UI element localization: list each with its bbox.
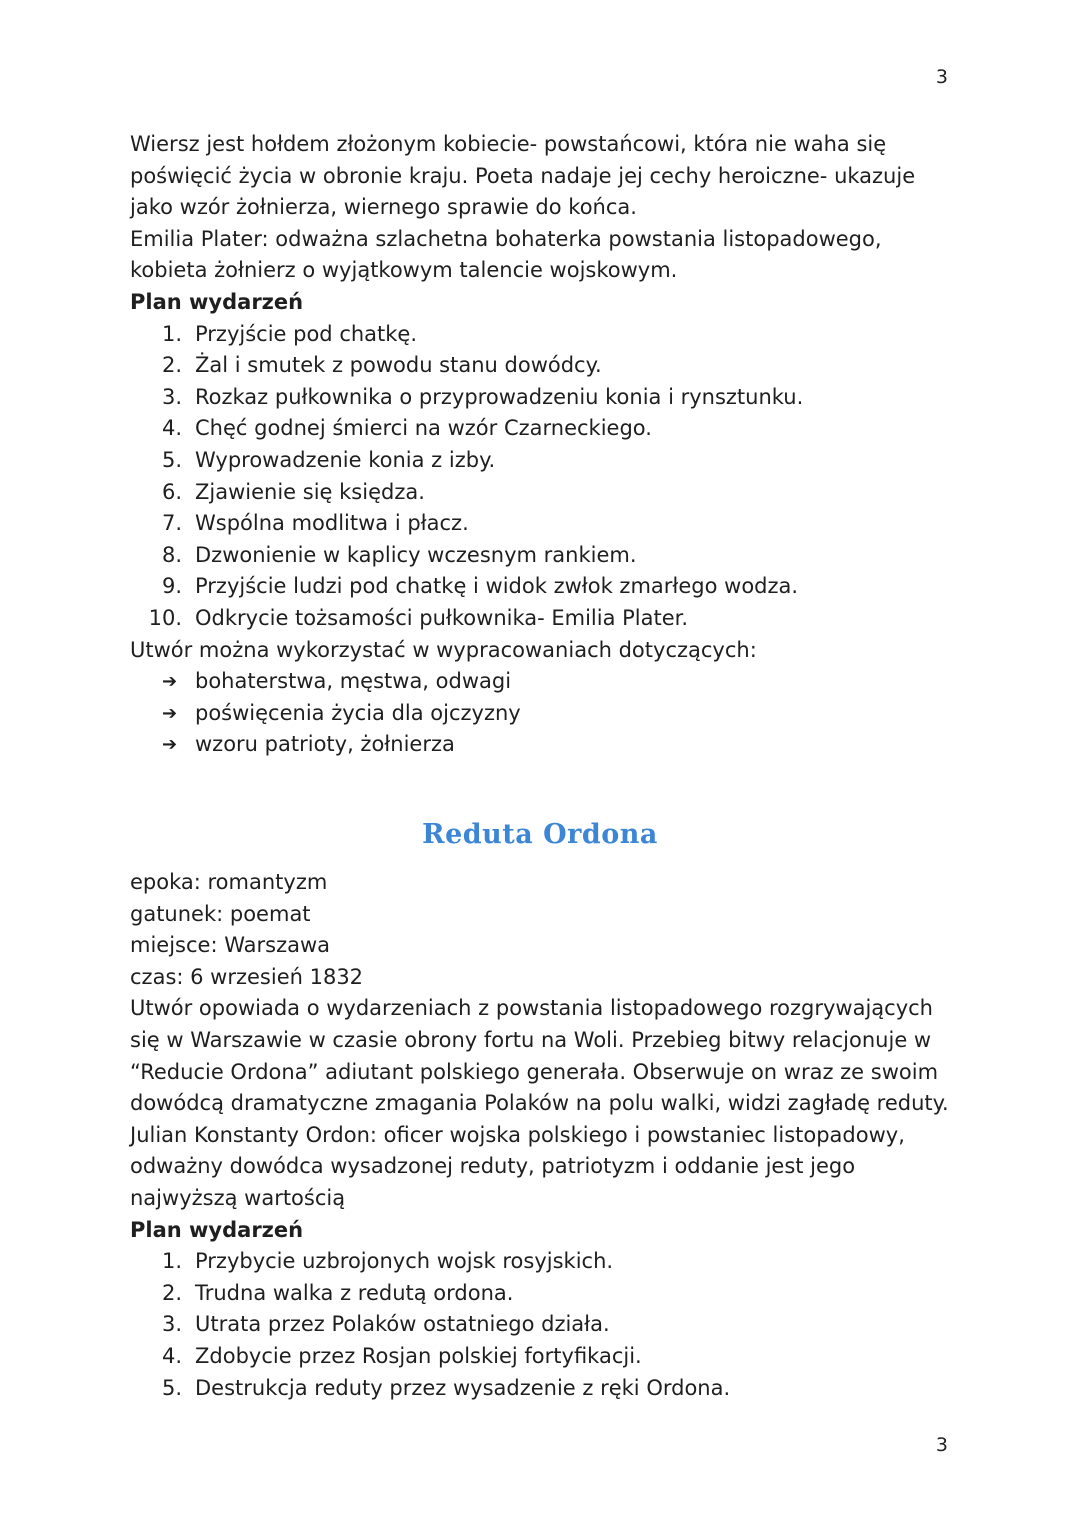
list-item: 7. Wspólna modlitwa i płacz.: [161, 511, 469, 536]
events-list: [130, 1246, 960, 1404]
character-description: Emilia Plater: odważna szlachetna bohaterka powstania listopadowego, kobieta żołnierz o wyjątkowym talencie wojskowym.: [130, 226, 882, 283]
plan-heading: Plan wydarzeń: [130, 1217, 304, 1242]
arrow-right-icon: ➔: [162, 671, 178, 693]
list-item: 2. Żal i smutek z powodu stanu dowódcy.: [161, 353, 602, 378]
section-title-reduta-ordona: Reduta Ordona: [422, 819, 658, 850]
epoka-line: epoka: romantyzm: [130, 870, 328, 894]
usage-list: [130, 666, 960, 761]
character-description: Julian Konstanty Ordon: oficer wojska polskiego i powstaniec listopadowy, odważny dowódca wysadzonej reduty, patriotyzm i oddanie jest jego najwyższą wartością: [130, 1122, 905, 1210]
events-list: [130, 319, 960, 635]
list-item: 3. Utrata przez Polaków ostatniego działa.: [161, 1312, 610, 1337]
list-item: 10. Odkrycie tożsamości pułkownika- Emilia Plater.: [148, 605, 689, 630]
list-item: 6. Zjawienie się księdza.: [161, 479, 425, 504]
czas-line: czas: 6 wrzesień 1832: [130, 964, 364, 989]
plan-heading: Plan wydarzeń: [130, 289, 304, 314]
list-item: 5. Wyprowadzenie konia z izby.: [161, 447, 496, 472]
gatunek-line: gatunek: poemat: [130, 901, 311, 926]
page-number-top: 3: [935, 66, 948, 88]
list-item: 4. Zdobycie przez Rosjan polskiej fortyfikacji.: [161, 1343, 642, 1368]
list-item: 5. Destrukcja reduty przez wysadzenie z ręki Ordona.: [161, 1375, 731, 1400]
page-number-bottom: 3: [935, 1434, 948, 1456]
list-item: 4. Chęć godnej śmierci na wzór Czarneckiego.: [161, 416, 652, 441]
summary-paragraph: Utwór opowiada o wydarzeniach z powstania listopadowego rozgrywających się w Warszawie w czasie obrony fortu na Woli. Przebieg bitwy relacjonuje w “Reducie Ordona” adiutant polskiego generała. Obserwuje on wraz ze swoim dowódcą dramatyczne zmagania Polaków na polu walki, widzi zagładę reduty.: [130, 996, 949, 1116]
list-item: 9. Przyjście ludzi pod chatkę i widok zwłok zmarłego wodza.: [161, 574, 799, 599]
list-item: 8. Dzwonienie w kaplicy wczesnym rankiem.: [161, 542, 637, 567]
arrow-right-icon: ➔: [162, 734, 178, 756]
usage-intro: Utwór można wykorzystać w wypracowaniach dotyczących:: [130, 637, 757, 662]
arrow-right-icon: ➔: [162, 702, 178, 724]
section-reduta-ordona: [130, 867, 960, 1404]
list-item: ➔ wzoru patrioty, żołnierza: [130, 729, 960, 761]
list-item: 1. Przyjście pod chatkę.: [161, 321, 418, 346]
list-item: 2. Trudna walka z redutą ordona.: [161, 1280, 514, 1305]
miejsce-line: miejsce: Warszawa: [130, 933, 331, 958]
list-item: 3. Rozkaz pułkownika o przyprowadzeniu konia i rynsztunku.: [161, 384, 804, 409]
section-emilia-plater: [130, 129, 960, 761]
intro-paragraph: Wiersz jest hołdem złożonym kobiecie- powstańcowi, która nie waha się poświęcić życia w obronie kraju. Poeta nadaje jej cechy heroiczne- ukazuje jako wzór żołnierza, wiernego sprawie do końca.: [130, 132, 916, 220]
list-item: ➔ poświęcenia życia dla ojczyzny: [130, 698, 960, 730]
list-item: 1. Przybycie uzbrojonych wojsk rosyjskich.: [161, 1249, 614, 1274]
list-item: ➔ bohaterstwa, męstwa, odwagi: [130, 666, 960, 698]
